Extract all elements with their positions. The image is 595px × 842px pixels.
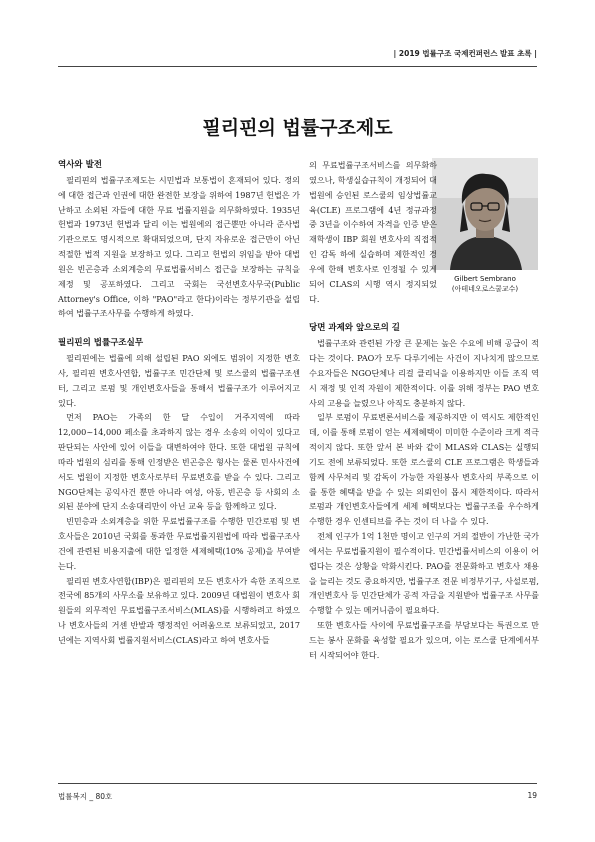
left-column <box>58 158 300 648</box>
section-heading-practice: 필리핀의 법률구조실무 <box>58 338 144 349</box>
section-spacer <box>58 321 300 336</box>
photo-caption-affiliation: (아테네오로스쿨교수) <box>451 285 519 293</box>
continued-paragraph: 의 무료법률구조서비스를 의무화하였으나, 학생실습규칙이 개정되어 대법원에 승인된 로스쿨의 임상법률교육(CLE) 프로그램에 4년 정규과정 중 3년을 이수하여 자격을 인증 받은 재학생이 IBP 회원 변호사의 직접적인 감독 하에 실습하며 제한적인 경우에 한해 변호사로 인정될 수 있게 되어 CLAS의 시행 역시 정지되었다. <box>309 160 437 304</box>
header-divider <box>58 66 537 67</box>
right-column <box>309 158 539 663</box>
page-number: 19 <box>527 791 537 800</box>
page-title: 필리핀의 법률구조제도 <box>202 117 393 139</box>
challenges-paragraph-2: 일부 로펌이 무료변론서비스를 제공하지만 이 역시도 제한적인데, 이를 통해 로펌이 얻는 세제혜택이 미미한 수준이라 크게 적극적이지 않다. 또한 앞서 본 바와 같이 MLAS와 CLAS는 실행되기도 전에 보류되었다. 또한 로스쿨의 CLE 프로그램은 학생들과 함께 사무처리 및 감독이 가능한 자원봉사 변호사의 부족으로 이를 통한 혜택을 받을 수 있는 의뢰인이 몹시 제한적이다. 따라서 로펌과 개인변호사들에게 세제 혜택보다는 법률구조를 우수하게 수행한 경우 인센티브를 주는 것이 더 나을 수 있다. <box>309 412 539 527</box>
section-heading-challenges: 당면 과제와 앞으로의 길 <box>309 323 400 334</box>
challenges-paragraph-1: 법률구조와 관련된 가장 큰 문제는 높은 수요에 비해 공급이 적다는 것이다. PAO가 모두 다루기에는 사건이 지나치게 많으므로 수요자들은 NGO단체나 리걸 클리닉을 이용하지만 이들 조직 역시 재정 및 인적 자원이 제한적이다. 이를 위해 정부는 PAO 변호사의 고용을 늘렸으나 아직도 충분하지 않다. <box>309 338 539 408</box>
practice-paragraph-1: 필리핀에는 법률에 의해 설립된 PAO 외에도 범위이 지정한 변호사, 필리핀 변호사연합, 법률구조 민간단체 및 로스쿨의 법률구조센터, 그리고 로펌 및 개인변호사들을 통해서 법률구조가 이루어지고 있다. <box>58 352 300 408</box>
history-paragraph-1: 필리핀의 법률구조제도는 시민법과 보통법이 혼재되어 있다. 정의에 대한 접근과 인권에 대한 완전한 보장을 위하여 1987년 헌법은 가난하고 소외된 자들에 대한 무료 법률지원을 의무화하였다. 1935년 헌법과 1973년 헌법과 달리 이는 법원에의 접근뿐만 아니라 준사법기관으로도 명시적으로 확대되었으며, 단지 자유로운 접근만이 아닌 적절한 법적 지원을 보장하고 있다. 그리고 헌법의 위임을 받아 대법원은 빈곤층과 소외계층의 무료법률서비스 접근을 보장하는 규칙을 제정 및 공포하였다. 그리고 국회는 국선변호사무국(Public Attorney's Office, 이하 "PAO"라고 한다)이라는 정부기관을 설립하여 법률구조사무를 수행하게 하였다. <box>58 174 300 319</box>
section-spacer <box>309 306 539 321</box>
challenges-paragraph-4: 또한 변호사들 사이에 무료법률구조를 부담보다는 특권으로 만드는 봉사 문화를 육성할 필요가 있으며, 이는 로스쿨 단계에서부터 시작되어야 한다. <box>309 620 539 660</box>
section-heading-history: 역사와 발전 <box>58 160 103 170</box>
practice-paragraph-3: 빈민층과 소외계층을 위한 무료법률구조를 수행한 민간로펌 및 변호사들은 2010년 국회를 통과한 무료법률지원법에 따라 법률구조사건에 관련된 비용지출에 대한 일정한 세제혜택(10% 공제)을 부여받는다. <box>58 516 300 571</box>
practice-paragraph-4: 필리핀 변호사연합(IBP)은 필리핀의 모든 변호사가 속한 조직으로 전국에 85개의 사무소를 보유하고 있다. 2009년 대법원이 변호사 회원들의 의무적인 무료법률구조서비스(MLAS)를 시행하려고 하였으나 변호사들의 거센 반발과 행정적인 어려움으로 보류되었고, 2017년에는 지역사회 법률지원서비스(CLAS)라고 하여 변호사들 <box>58 575 300 645</box>
footer-publication: 법률복지 _ 80호 <box>58 792 113 801</box>
practice-paragraph-2: 먼저 PAO는 가족의 한 달 수입이 거주지역에 따라 12,000~14,000 페소를 초과하지 않는 경우 소송의 이익이 있다고 판단되는 사안에 있어 이들을 대변하여야 한다. 또한 대법원 규칙에 따라 법원의 심리를 통해 인정받은 빈곤층은 형사는 물론 민사사건에서도 법원이 지정한 변호사로부터 무료변호를 받을 수 있다. 그리고 NGO단체는 공익사건 뿐만 아니라 여성, 아동, 빈곤층 등 사회의 소외된 분야에 단지 소송대리만이 아닌 교육 등을 함께하고 있다. <box>58 412 300 512</box>
running-header: | 2019 법률구조 국제컨퍼런스 발표 초록 | <box>393 49 537 58</box>
challenges-paragraph-3: 전체 인구가 1억 1천만 명이고 인구의 거의 절반이 가난한 국가에서는 무료법률지원이 필수적이다. 민간법률서비스의 이용이 어렵다는 것은 상황을 악화시킨다. PAO를 전문화하고 변호사 채용을 늘리는 것도 중요하지만, 법률구조 전문 비정부기구, 사설로펌, 개인변호사 등 민간단체가 공적 자금을 지원받아 법률구조 사무를 수행할 수 있는 메커니즘이 필요하다. <box>309 531 539 616</box>
photo-caption-name: Gilbert Sembrano <box>454 275 516 283</box>
footer-divider <box>58 783 537 784</box>
